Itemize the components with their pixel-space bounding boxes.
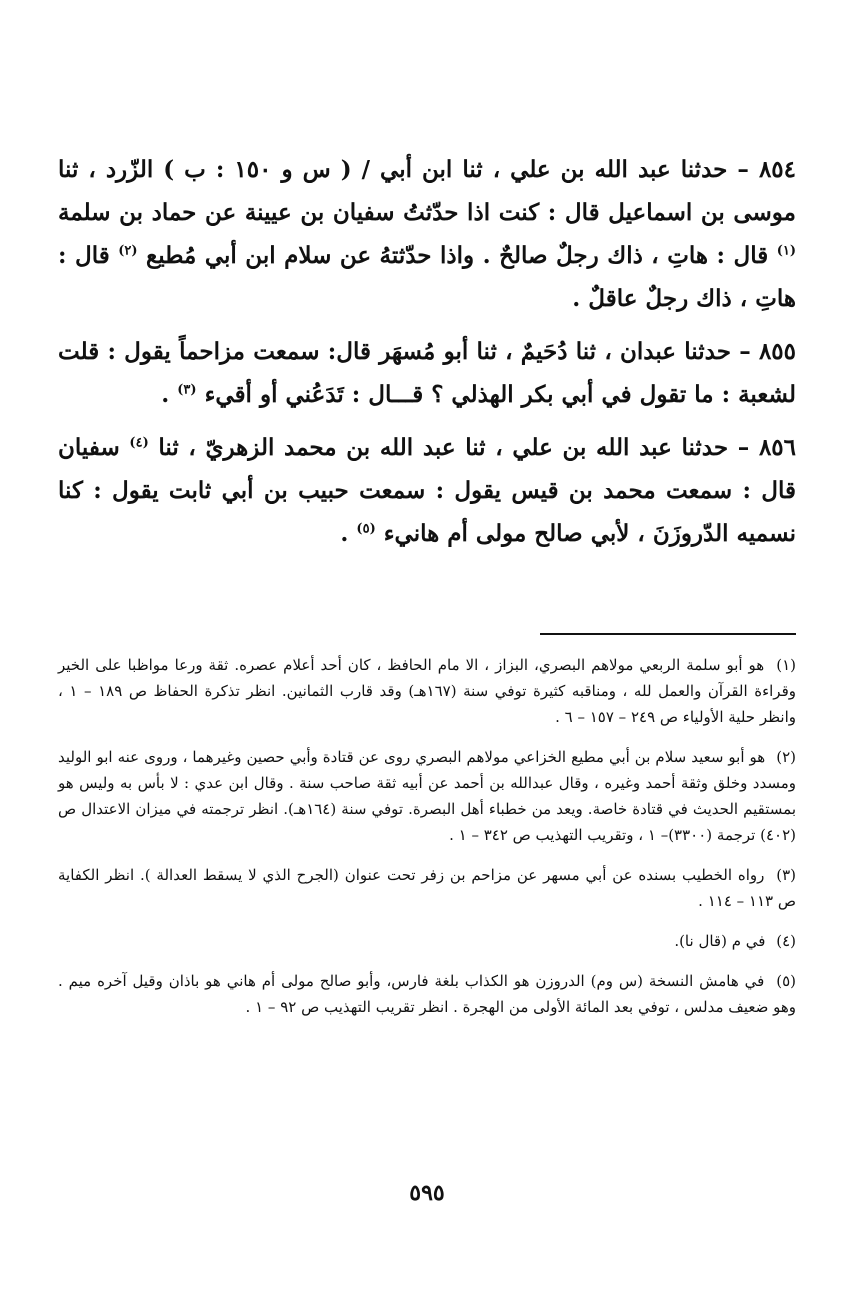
hadith-number: ٨٥٦ – bbox=[737, 434, 797, 461]
footnote-text: هو أبو سعيد سلام بن أبي مطيع الخزاعي مولاهم البصري روى عن قتادة وأبي حصين وغيرهما ، وروى عنه ابو الوليد ومسدد وخلق وثقة أحمد وغيره ، وقال عبدالله بن أحمد عن أبيه ثقة صاحب سنة . وقال ابن عدي : لا بأس به وليس هو بمستقيم الحديث في قتادة خاصة. ويعد من خطباء أهل البصرة. توفي سنة (١٦٤هـ). انظر ترجمته في ميزان الاعتدال ص (٤٠٢) ترجمة (٣٣٠٠)– ١ ، وتقريب التهذيب ص ٣٤٢ – ١ . bbox=[58, 748, 796, 844]
footnote-text: رواه الخطيب بسنده عن أبي مسهر عن مزاحم بن زفر تحت عنوان (الجرح الذي لا يسقط العدالة ). انظر الكفاية ص ١١٣ – ١١٤ . bbox=[58, 866, 796, 910]
footnote-text: في هامش النسخة (س وم) الدروزن هو الكذاب بلغة فارس، وأبو صالح مولى أم هاني هو باذان وقيل آخره ميم . وهو ضعيف مدلس ، توفي بعد المائة الأولى من الهجرة . انظر تقريب التهذيب ص ٩٢ – ١ . bbox=[58, 972, 796, 1016]
hadith-number: ٨٥٤ – bbox=[737, 156, 796, 183]
footnote-ref[interactable]: (٥) bbox=[356, 521, 376, 537]
footnote-5 bbox=[58, 968, 796, 1020]
footnote-text: هو أبو سلمة الربعي مولاهم البصري، البزاز ، الا مام الحافظ ، كان أحد أعلام عصره. ثقة ورعا مواظبا على الخير وقراءة القرآن والعمل لله ، ومناقبه كثيرة توفي سنة (١٦٧هـ) وقد قارب الثمانين. انظر تذكرة الحفاظ ص ١٨٩ – ١ ، وانظر حلية الأولياء ص ٢٤٩ – ١٥٧ – ٦ . bbox=[58, 656, 796, 726]
footnote-3 bbox=[58, 862, 796, 914]
footnote-ref[interactable]: (١) bbox=[776, 243, 796, 259]
hadith-text: حدثنا عبد الله بن علي ، ثنا ابن أبي / ( س و ١٥٠ : ب ) الزّرد ، ثنا موسى بن اسماعيل قال : كنت اذا حدّثتُ سفيان بن عيينة عن حماد بن سلمة bbox=[58, 156, 796, 226]
footnote-ref[interactable]: (٤) bbox=[129, 435, 149, 451]
hadith-number: ٨٥٥ – bbox=[739, 338, 797, 365]
footnote-ref[interactable]: (٣) bbox=[177, 382, 197, 398]
footnote-number: (٣) bbox=[776, 866, 796, 884]
hadith-856 bbox=[58, 426, 796, 555]
hadith-text: حدثنا عبد الله بن علي ، ثنا عبد الله بن محمد الزهريّ ، ثنا bbox=[158, 434, 729, 461]
hadith-text: . bbox=[340, 520, 349, 547]
footnote-2 bbox=[58, 744, 796, 848]
footnote-1 bbox=[58, 652, 796, 730]
main-text bbox=[58, 148, 796, 565]
book-page bbox=[58, 0, 796, 1302]
footnote-number: (٥) bbox=[776, 972, 796, 990]
footnote-number: (١) bbox=[776, 656, 796, 674]
footnote-4 bbox=[58, 928, 796, 954]
page-number: ٥٩٥ bbox=[409, 1180, 445, 1206]
footnote-number: (٤) bbox=[776, 932, 796, 950]
hadith-855 bbox=[58, 330, 796, 416]
footnotes bbox=[58, 652, 796, 1034]
footnote-number: (٢) bbox=[776, 748, 796, 766]
hadith-text: قال : هاتِ ، ذاك رجلٌ عاقلٌ . bbox=[58, 242, 796, 312]
footnote-divider bbox=[540, 633, 796, 635]
hadith-text: قال : هاتِ ، ذاك رجلٌ صالحٌ . واذا حدّثتهُ عن سلام ابن أبي مُطيع bbox=[146, 242, 769, 269]
hadith-text: . bbox=[161, 381, 170, 408]
footnote-text: في م (قال نا). bbox=[674, 932, 766, 950]
hadith-854 bbox=[58, 148, 796, 320]
footnote-ref[interactable]: (٢) bbox=[118, 243, 138, 259]
hadith-text: سفيان قال : سمعت محمد بن قيس يقول : سمعت حبيب بن أبي ثابت يقول : كنا نسميه الدّروزَنَ ، لأبي صالح مولى أم هانيء bbox=[58, 434, 796, 547]
hadith-text: حدثنا عبدان ، ثنا دُحَيمٌ ، ثنا أبو مُسهَر قال: سمعت مزاحماً يقول : قلت لشعبة : ما تقول في أبي بكر الهذلي ؟ قـــال : تَدَعُني أو أقيء bbox=[58, 338, 796, 408]
